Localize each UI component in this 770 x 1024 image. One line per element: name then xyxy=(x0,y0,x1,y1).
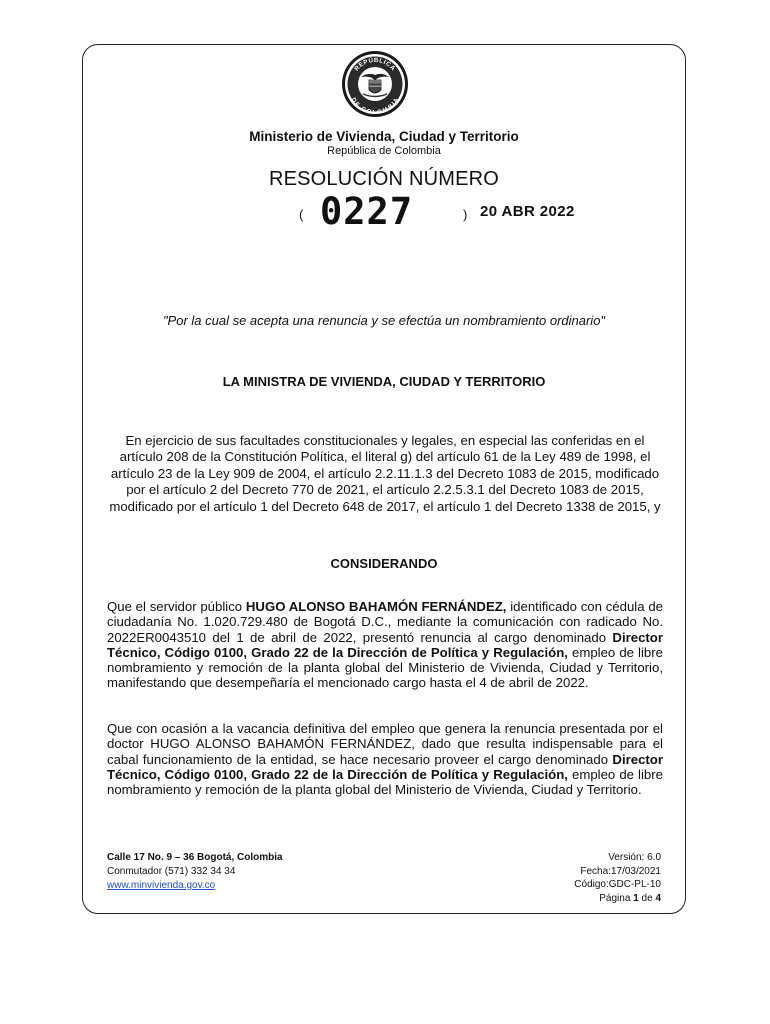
p1-text-2: identificado con cédula de ciudadanía No. 1.020.729.480 de Bogotá D.C., mediante la comunicación con radicado No. 2022ER0043510 del 1 de abril de 2022, presentó renuncia al cargo denominado xyxy=(107,599,663,645)
resolution-title: RESOLUCIÓN NÚMERO xyxy=(268,168,500,190)
considerando-heading: CONSIDERANDO xyxy=(330,556,438,571)
footer-code: Código:GDC-PL-10 xyxy=(574,879,661,890)
considering-paragraph-1 xyxy=(107,599,663,691)
p1-text-1: Que el servidor público xyxy=(107,599,246,614)
seal-top-text: REPÚBLICA xyxy=(353,56,397,73)
footer-date: Fecha:17/03/2021 xyxy=(580,865,661,877)
page-current: 1 xyxy=(633,892,639,904)
resolution-subject: "Por la cual se acepta una renuncia y se efectúa un nombramiento ordinario" xyxy=(162,313,606,328)
country-name: República de Colombia xyxy=(327,145,441,157)
p2-text-2: empleo de libre nombramiento y remoción de la planta global del Ministerio de Vivienda, Ciudad y Territorio. xyxy=(107,766,663,798)
ministry-name: Ministerio de Vivienda, Ciudad y Territorio xyxy=(249,129,519,144)
footer-contact xyxy=(107,851,283,893)
p1-position-bold: Director Técnico, Código 0100, Grado 22 de la Dirección de Política y Regulación, xyxy=(107,629,663,660)
p1-name-bold: HUGO ALONSO BAHAMÓN FERNÁNDEZ, xyxy=(245,599,507,614)
page-total: 4 xyxy=(655,892,661,904)
coat-of-arms-seal xyxy=(341,50,409,118)
seal-bottom-text: DE COLOMBIA xyxy=(349,96,401,117)
resolution-number: 0227 xyxy=(320,190,414,233)
resolution-date: 20 ABR 2022 xyxy=(480,203,575,220)
considering-paragraph-2 xyxy=(107,721,663,797)
footer-version: Versión: 6.0 xyxy=(608,852,661,863)
page-prefix: Página xyxy=(599,892,634,904)
footer-phone: Conmutador (571) 332 34 34 xyxy=(107,866,236,877)
legal-powers-paragraph: En ejercicio de sus facultades constitucionales y legales, en especial las conferidas en el artículo 208 de la Constitución Política, el literal g) del artículo 61 de la Ley 489 de 1998, el artículo 23 de la Ley 909 de 2004, el artículo 2.2.11.1.3 del Decreto 1083 de 2015, modificado por el artículo 2 del Decreto 770 de 2021, el artículo 2.2.5.3.1 del Decreto 1083 de 2015, modificado por el artículo 1 del Decreto 648 de 2017, el artículo 1 del Decreto 1338 de 2015, y xyxy=(109,433,661,514)
p1-text-3: empleo de libre nombramiento y remoción de la planta global del Ministerio de Vivienda, Ciudad y Territorio, manifestando que desempeñaría el mencionado cargo hasta el 4 de abril de 2022. xyxy=(107,644,663,691)
number-open-paren: ( xyxy=(299,207,304,222)
footer-website-link[interactable]: www.minvivienda.gov.co xyxy=(107,880,216,891)
page-of: de xyxy=(638,892,656,904)
p2-position-bold: Director Técnico, Código 0100, Grado 22 de la Dirección de Política y Regulación, xyxy=(107,751,663,782)
footer-address: Calle 17 No. 9 – 36 Bogotá, Colombia xyxy=(107,852,283,863)
p2-text-1: Que con ocasión a la vacancia definitiva del empleo que genera la renuncia presentada por el doctor HUGO ALONSO BAHAMÓN FERNÁNDEZ, dado que resulta indispensable para el cabal funcionamiento de la entidad, se hace necesario proveer el cargo denominado xyxy=(107,721,663,767)
footer-document-info xyxy=(574,851,661,905)
number-close-paren: ) xyxy=(463,207,468,222)
footer-page-number xyxy=(574,892,661,906)
issuing-authority: LA MINISTRA DE VIVIENDA, CIUDAD Y TERRITORIO xyxy=(222,374,546,389)
